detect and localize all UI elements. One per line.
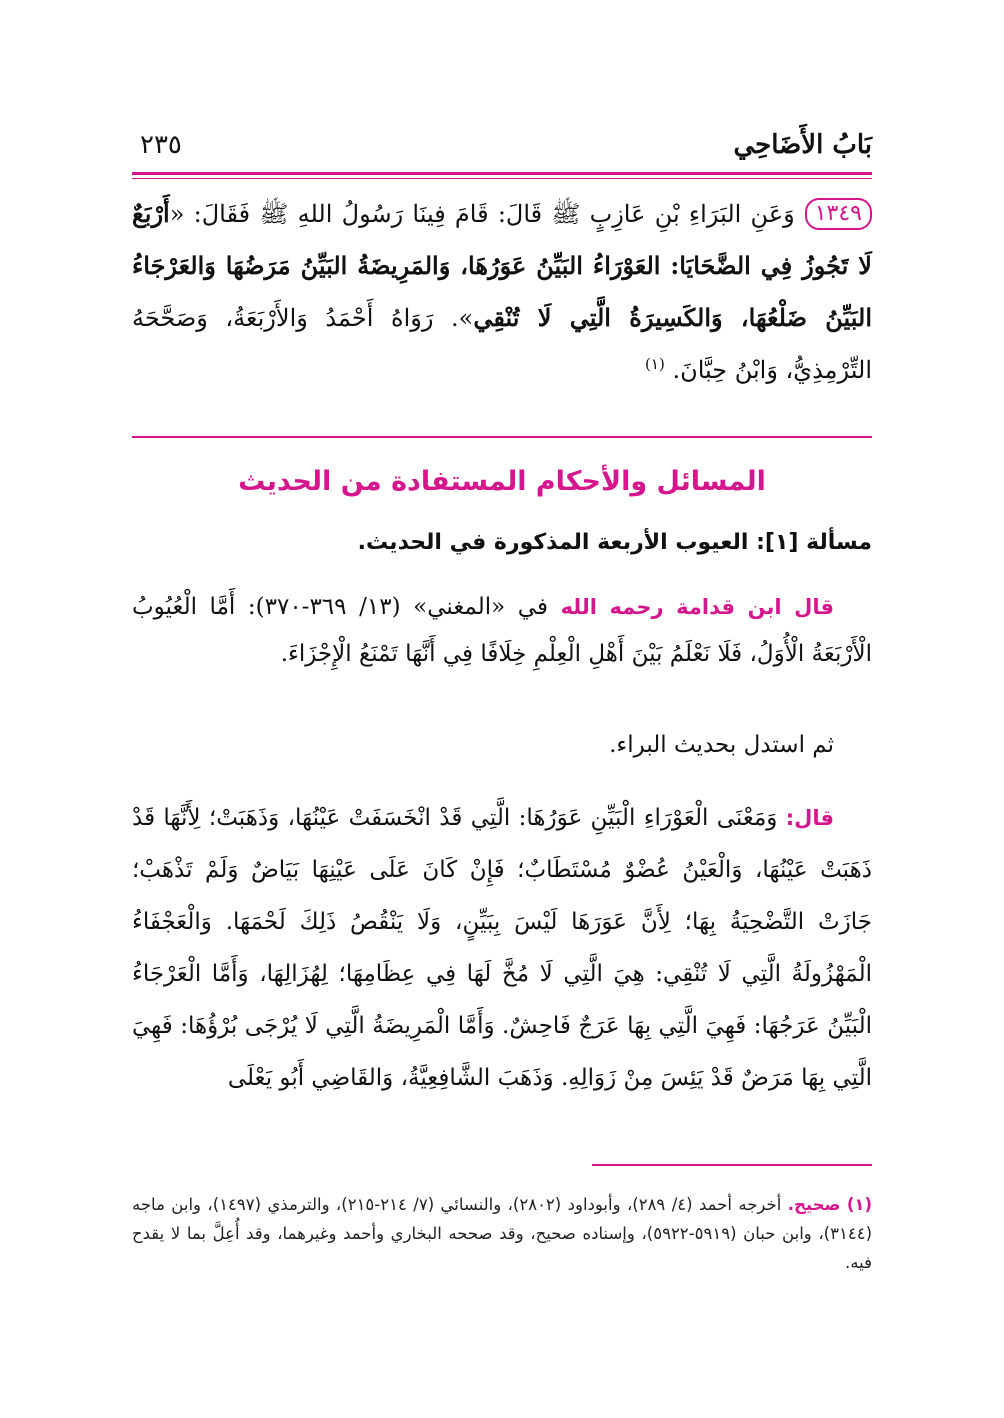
footnote-text: أخرجه أحمد (٤/ ٢٨٩)، وأبوداود (٢٨٠٢)، والنسائي (٧/ ٢١٤-٢١٥)، والترمذي (١٤٩٧)، وابن ماجه (٣١٤٤)، وابن حبان (٥٩١٩-٥٩٢٢)، وإسناده صحيح، وقد صححه البخاري وأحمد وغيرهما، وقد أُعِلَّ بما لا يقدح فيه. <box>132 1195 872 1272</box>
footnote <box>132 1190 872 1277</box>
hadith-intro: وَعَنِ البَرَاءِ بْنِ عَازِبٍ ﷺ قَالَ: قَامَ فِينَا رَسُولُ اللهِ ﷺ فَقَالَ: « <box>169 200 795 228</box>
paragraph-istidlal <box>132 722 872 769</box>
hadith-number-badge: ١٣٤٩ <box>805 198 872 230</box>
paragraph-3-text: وَمَعْنَى الْعَوْرَاءِ الْبَيِّنِ عَوَرُهَا: الَّتِي قَدْ انْخَسَفَتْ عَيْنُهَا، وَذَهَبَتْ؛ لِأَنَّهَا قَدْ ذَهَبَتْ عَيْنُهَا، وَالْعَيْنُ عُضْوٌ مُسْتَطَابٌ؛ فَإِنْ كَانَ عَلَى عَيْنِهَا بَيَاضٌ وَلَمْ تَذْهَبْ؛ جَازَتْ التَّضْحِيَةُ بِهَا؛ لِأَنَّ عَوَرَهَا لَيْسَ بِبَيِّنٍ، وَلَا يَنْقُصُ ذَلِكَ لَحْمَهَا. وَالْعَجْفَاءُ الْمَهْزُولَةُ الَّتِي لَا تُنْقِي: هِيَ الَّتِي لَا مُخَّ لَهَا فِي عِظَامِهَا؛ لِهُزَالِهَا، وَأَمَّا الْعَرْجَاءُ الْبَيِّنُ عَرَجُهَا: فَهِيَ الَّتِي بِهَا عَرَجٌ فَاحِشٌ. وَأَمَّا الْمَرِيضَةُ الَّتِي لَا يُرْجَى بُرْؤُهَا: فَهِيَ الَّتِي بِهَا مَرَضٌ قَدْ يَئِسَ مِنْ زَوَالِهِ. وَذَهَبَ الشَّافِعِيَّةُ، وَالقَاضِي أَبُو يَعْلَى <box>132 805 872 1091</box>
footnote-rule <box>592 1164 872 1166</box>
footnote-number: (١) <box>846 1195 873 1214</box>
section-title: المسائل والأحكام المستفادة من الحديث <box>238 466 766 497</box>
masala-text: العيوب الأربعة المذكورة في الحديث. <box>357 530 749 555</box>
page-number: ٢٣٥ <box>140 130 182 160</box>
footnote-grade: صحيح. <box>787 1195 841 1214</box>
hadith-closing: ». رَوَاهُ أَحْمَدُ وَالأَرْبَعَةُ، وَصَحَّحَهُ التِّرْمِذِيُّ، وَابْنُ حِبَّانَ. <box>132 304 872 384</box>
footnote-reference[interactable]: (١) <box>645 355 665 373</box>
hadith-text: أَرْبَعٌ لَا تَجُوزُ فِي الضَّحَايَا: العَوْرَاءُ البَيِّنُ عَوَرُهَا، وَالمَرِيضَةُ البَيِّنُ مَرَضُهَا وَالعَرْجَاءُ البَيِّنُ ضَلْعُهَا، وَالكَسِيرَةُ الَّتِي لَا تُنْقِي <box>132 199 873 332</box>
header-rule-thin <box>132 178 872 179</box>
section-divider <box>132 436 872 438</box>
paragraph-ibn-qudama <box>132 584 872 678</box>
paragraph-explanation <box>132 792 872 1104</box>
masala-heading <box>132 530 872 555</box>
paragraph-1-text: في «المغني» (١٣/ ٣٦٩-٣٧٠): أَمَّا الْعُيُوبُ الْأَرْبَعَةُ الْأُوَلُ، فَلَا نَعْلَمُ بَيْنَ أَهْلِ الْعِلْمِ خِلَافًا فِي أَنَّهَا تَمْنَعُ الْإِجْزَاءَ. <box>132 594 872 667</box>
hadith-block <box>132 188 872 396</box>
paragraph-2-text: ثم استدل بحديث البراء. <box>609 732 834 758</box>
header-rule-thick <box>132 172 872 175</box>
speaker-qal: قال: <box>785 806 834 830</box>
speaker-ibn-qudama: قال ابن قدامة رحمه الله <box>560 595 835 619</box>
masala-label: مسألة [١]: <box>756 530 872 555</box>
chapter-title: بَابُ الأَضَاحِي <box>733 130 872 160</box>
